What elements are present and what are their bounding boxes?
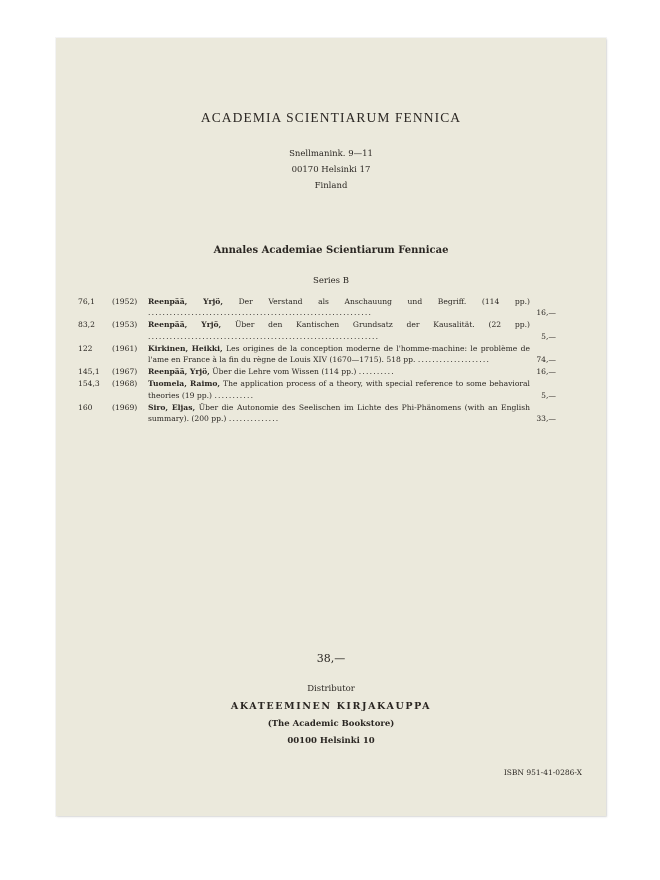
list-item: 122 (1961) Kirkinen, Heikki, Les origines de la conception moderne de l'homme-machine: le problème de l'ame en France à la fin du règne de Louis XIV (1670—1715). 518 pp. .................... 74,— [78, 343, 556, 365]
address-line: 00170 Helsinki 17 [291, 165, 371, 175]
book-back-cover [56, 38, 606, 816]
entry-number: 76,1 [78, 297, 95, 306]
list-item: 154,3 (1968) Tuomela, Raimo, The application process of a theory, with special reference to some behavioral theories (19 pp.) ........... 5,— [78, 379, 556, 400]
entry-author: Reenpää, Yrjö, [148, 367, 210, 377]
distributor-label: Distributor [307, 684, 355, 694]
book-price: 38,— [316, 652, 346, 665]
entry-text: Über die Lehre vom Wissen (114 pp.) [212, 367, 357, 377]
entry-author: Tuomela, Raimo, [148, 379, 221, 389]
entry-year: (1967) [112, 367, 138, 377]
list-item: 83,2 (1953) Reenpää, Yrjö, Über den Kantischen Grundsatz der Kausalität. (22 pp.) ................................................................ 5,— [78, 320, 556, 341]
list-item: 160 (1969) Siro, Eljas, Über die Autonomie des Seelischen im Lichte des Phi-Phänomens (with an English summary). (200 pp.) .............. 33,— [78, 402, 556, 424]
distributor-city: 00100 Helsinki 10 [287, 736, 375, 746]
entry-number: 83,2 [78, 320, 95, 330]
entry-price: 33,— [536, 414, 556, 424]
series-label: Series B [313, 276, 349, 286]
entry-author: Reenpää, Yrjö, [148, 297, 223, 306]
entry-year: (1952) [112, 297, 138, 306]
entry-price: 74,— [536, 355, 556, 365]
address-line: Snellmanink. 9—11 [289, 149, 373, 159]
address-line: Finland [314, 181, 348, 191]
publisher-title: ACADEMIA SCIENTIARUM FENNICA [200, 110, 462, 125]
entry-text: Der Verstand als Anschauung und Begriff. (114 pp.) [238, 297, 530, 306]
entry-text: Über die Autonomie des Seelischen im Lichte des Phi-Phänomens (with an English summary). (200 pp.) [148, 402, 530, 424]
entry-author: Kirkinen, Heikki, [148, 343, 223, 353]
entry-number: 154,3 [78, 379, 100, 389]
entry-author: Reenpää, Yrjö, [148, 320, 222, 330]
entry-text: The application process of a theory, with special reference to some behavioral theories (19 pp.) [148, 379, 530, 400]
entry-price: 5,— [541, 331, 556, 341]
list-item: 76,1 (1952) Reenpää, Yrjö, Der Verstand als Anschauung und Begriff. (114 pp.) .............................................................. 16,— [78, 297, 556, 318]
publication-list [78, 296, 556, 425]
entry-number: 122 [78, 343, 93, 353]
entry-text: Über den Kantischen Grundsatz der Kausalität. (22 pp.) [234, 320, 530, 330]
entry-price: 16,— [536, 367, 556, 377]
entry-price: 16,— [536, 308, 556, 318]
entry-price: 5,— [541, 390, 556, 400]
isbn: ISBN 951-41-0286-X [503, 768, 582, 777]
entry-year: (1953) [112, 320, 138, 330]
publisher-address [56, 146, 606, 194]
distributor-name: AKATEEMINEN KIRJAKAUPPA [230, 701, 432, 712]
entry-number: 145,1 [78, 367, 100, 377]
series-title: Annales Academiae Scientiarum Fennicae [213, 245, 449, 256]
entry-number: 160 [78, 402, 93, 412]
entry-year: (1969) [112, 402, 138, 412]
distributor-name-english: (The Academic Bookstore) [267, 719, 395, 729]
entry-year: (1961) [112, 343, 138, 353]
entry-year: (1968) [112, 379, 138, 389]
entry-text: Les origines de la conception moderne de l'homme-machine: le problème de l'ame en France à la fin du règne de Louis XIV (1670—1715). 518 pp. [148, 343, 530, 365]
list-item: 145,1 (1967) Reenpää, Yrjö, Über die Lehre vom Wissen (114 pp.) .......... 16,— [78, 367, 556, 377]
entry-author: Siro, Eljas, [148, 402, 196, 412]
